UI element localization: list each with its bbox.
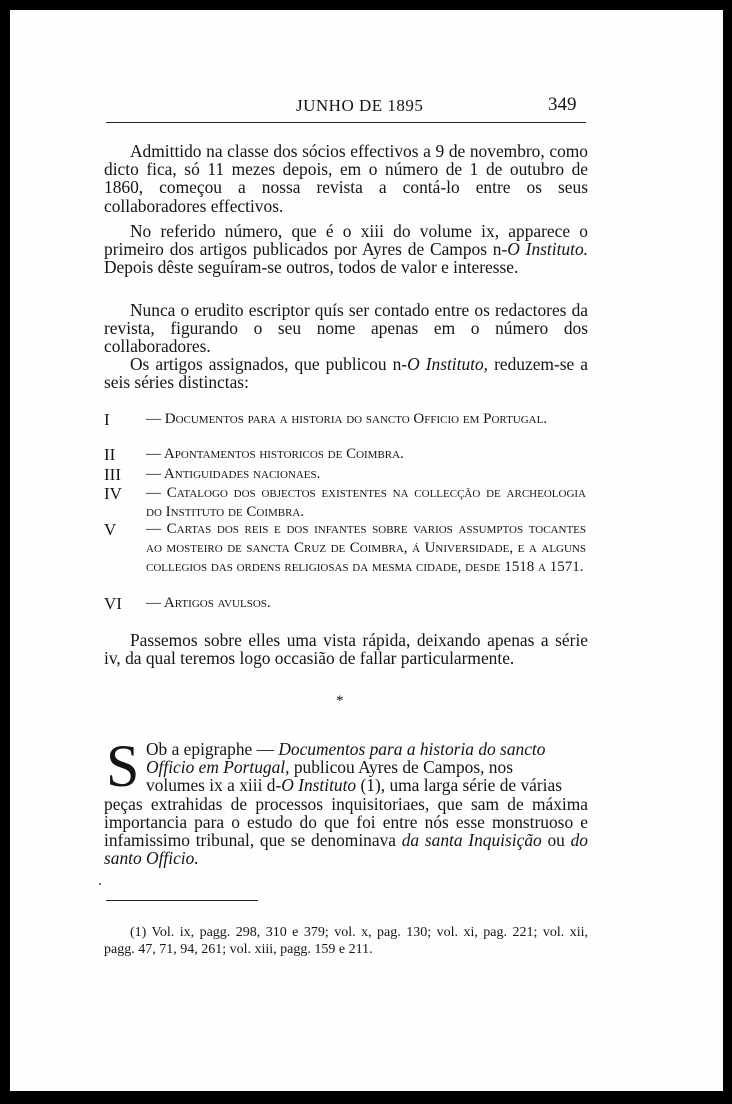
footnote: (1) Vol. ix, pagg. 298, 310 e 379; vol. x, pag. 130; vol. xi, pag. 221; vol. xii, pagg. 47, 71, 94, 261; vol. xiii, pagg. 159 e 211. [104,925,588,957]
journal-title: O Instituto, [407,354,489,374]
series-title: — Documentos para a historia do sancto Officio em Portugal. [146,411,548,427]
series-title: — Antiguidades nacionaes. [146,466,321,482]
text-run: ou [541,830,571,851]
page-number: 349 [548,94,577,115]
series-title: — Artigos avulsos. [146,595,271,611]
paragraph-admission: Admittido na classe dos sócios effectivos a 9 de novembro, como dicto fica, só 11 mezes depois, em o número de 1 de outubro de 1860, começou a nossa revista a contá-lo entre os seus collaboradores effectivos. [104,141,588,216]
series-number: V [104,520,117,539]
text-run: volumes ix a xiii d- [146,775,282,796]
text-run: (1), uma larga série de várias [356,775,563,796]
series-title-italic: Documentos para a historia do sancto [278,739,546,759]
paragraph-overview: Passemos sobre elles uma vista rápida, deixando apenas a série iv, da qual teremos logo occasião de fallar particularmente. [104,630,588,669]
series-title: — Apontamentos historicos de Coimbra. [146,446,404,462]
series-number: VI [104,594,122,613]
header-rule [106,122,586,123]
text-run: publicou Ayres de Campos, nos [289,757,513,778]
journal-title: O Instituto. [507,239,588,260]
text-run: reduzem-se a seis séries distinctas: [104,354,588,393]
series-number: I [104,410,110,429]
text-line [104,758,588,776]
text-run: Depois dêste seguíram-se outros, todos de valor e interesse. [104,257,519,278]
italic-term: do santo Officio. [104,830,588,869]
text-run: peças extrahidas de processos inquisitoriaes, que sam de máxima importancia para o estudo do que foi entre nós esse monstruoso e infamissimo tribunal, que se denominava [104,793,588,851]
series-title-italic: Officio em Portugal, [146,757,290,778]
series-number: II [104,445,116,464]
text-line [104,740,588,758]
footnote-rule [106,900,258,901]
paragraph-series-intro [104,355,588,391]
drop-cap: S [106,733,140,799]
series-number: IV [104,484,122,503]
paragraph-first-article [104,222,588,277]
italic-term: da santa Inquisição [401,830,542,851]
text-run: No referido número, que é o xiii do volume ix, apparece o primeiro dos artigos publicados por Ayres de Campos n- [104,221,588,260]
text-line [104,776,588,794]
series-title: — Catalogo dos objectos existentes na collecção de archeologia do Instituto de Coimbra. [146,485,586,520]
text-run: Os artigos assignados, que publicou n- [130,354,408,374]
stray-mark [98,882,102,886]
paragraph-inquisition-documents [104,740,588,867]
series-number: III [104,465,121,484]
series-title: — Cartas dos reis e dos infantes sobre varios assumptos tocantes ao mosteiro de sancta Cruz de Coimbra, á Universidade, e a alguns collegios das ordens religiosas da mesma cidade, desde 1518 a 1571. [146,521,586,575]
asterism: * [336,693,344,709]
text-run: Ob a epigraphe — [146,739,279,759]
paragraph-collaborators: Nunca o erudito escriptor quís ser contado entre os redactores da revista, figurando o seu nome apenas em o número dos collaboradores. [104,300,588,357]
journal-title: O Instituto [281,775,357,796]
running-head: JUNHO DE 1895 [296,96,424,115]
page [10,10,723,1091]
